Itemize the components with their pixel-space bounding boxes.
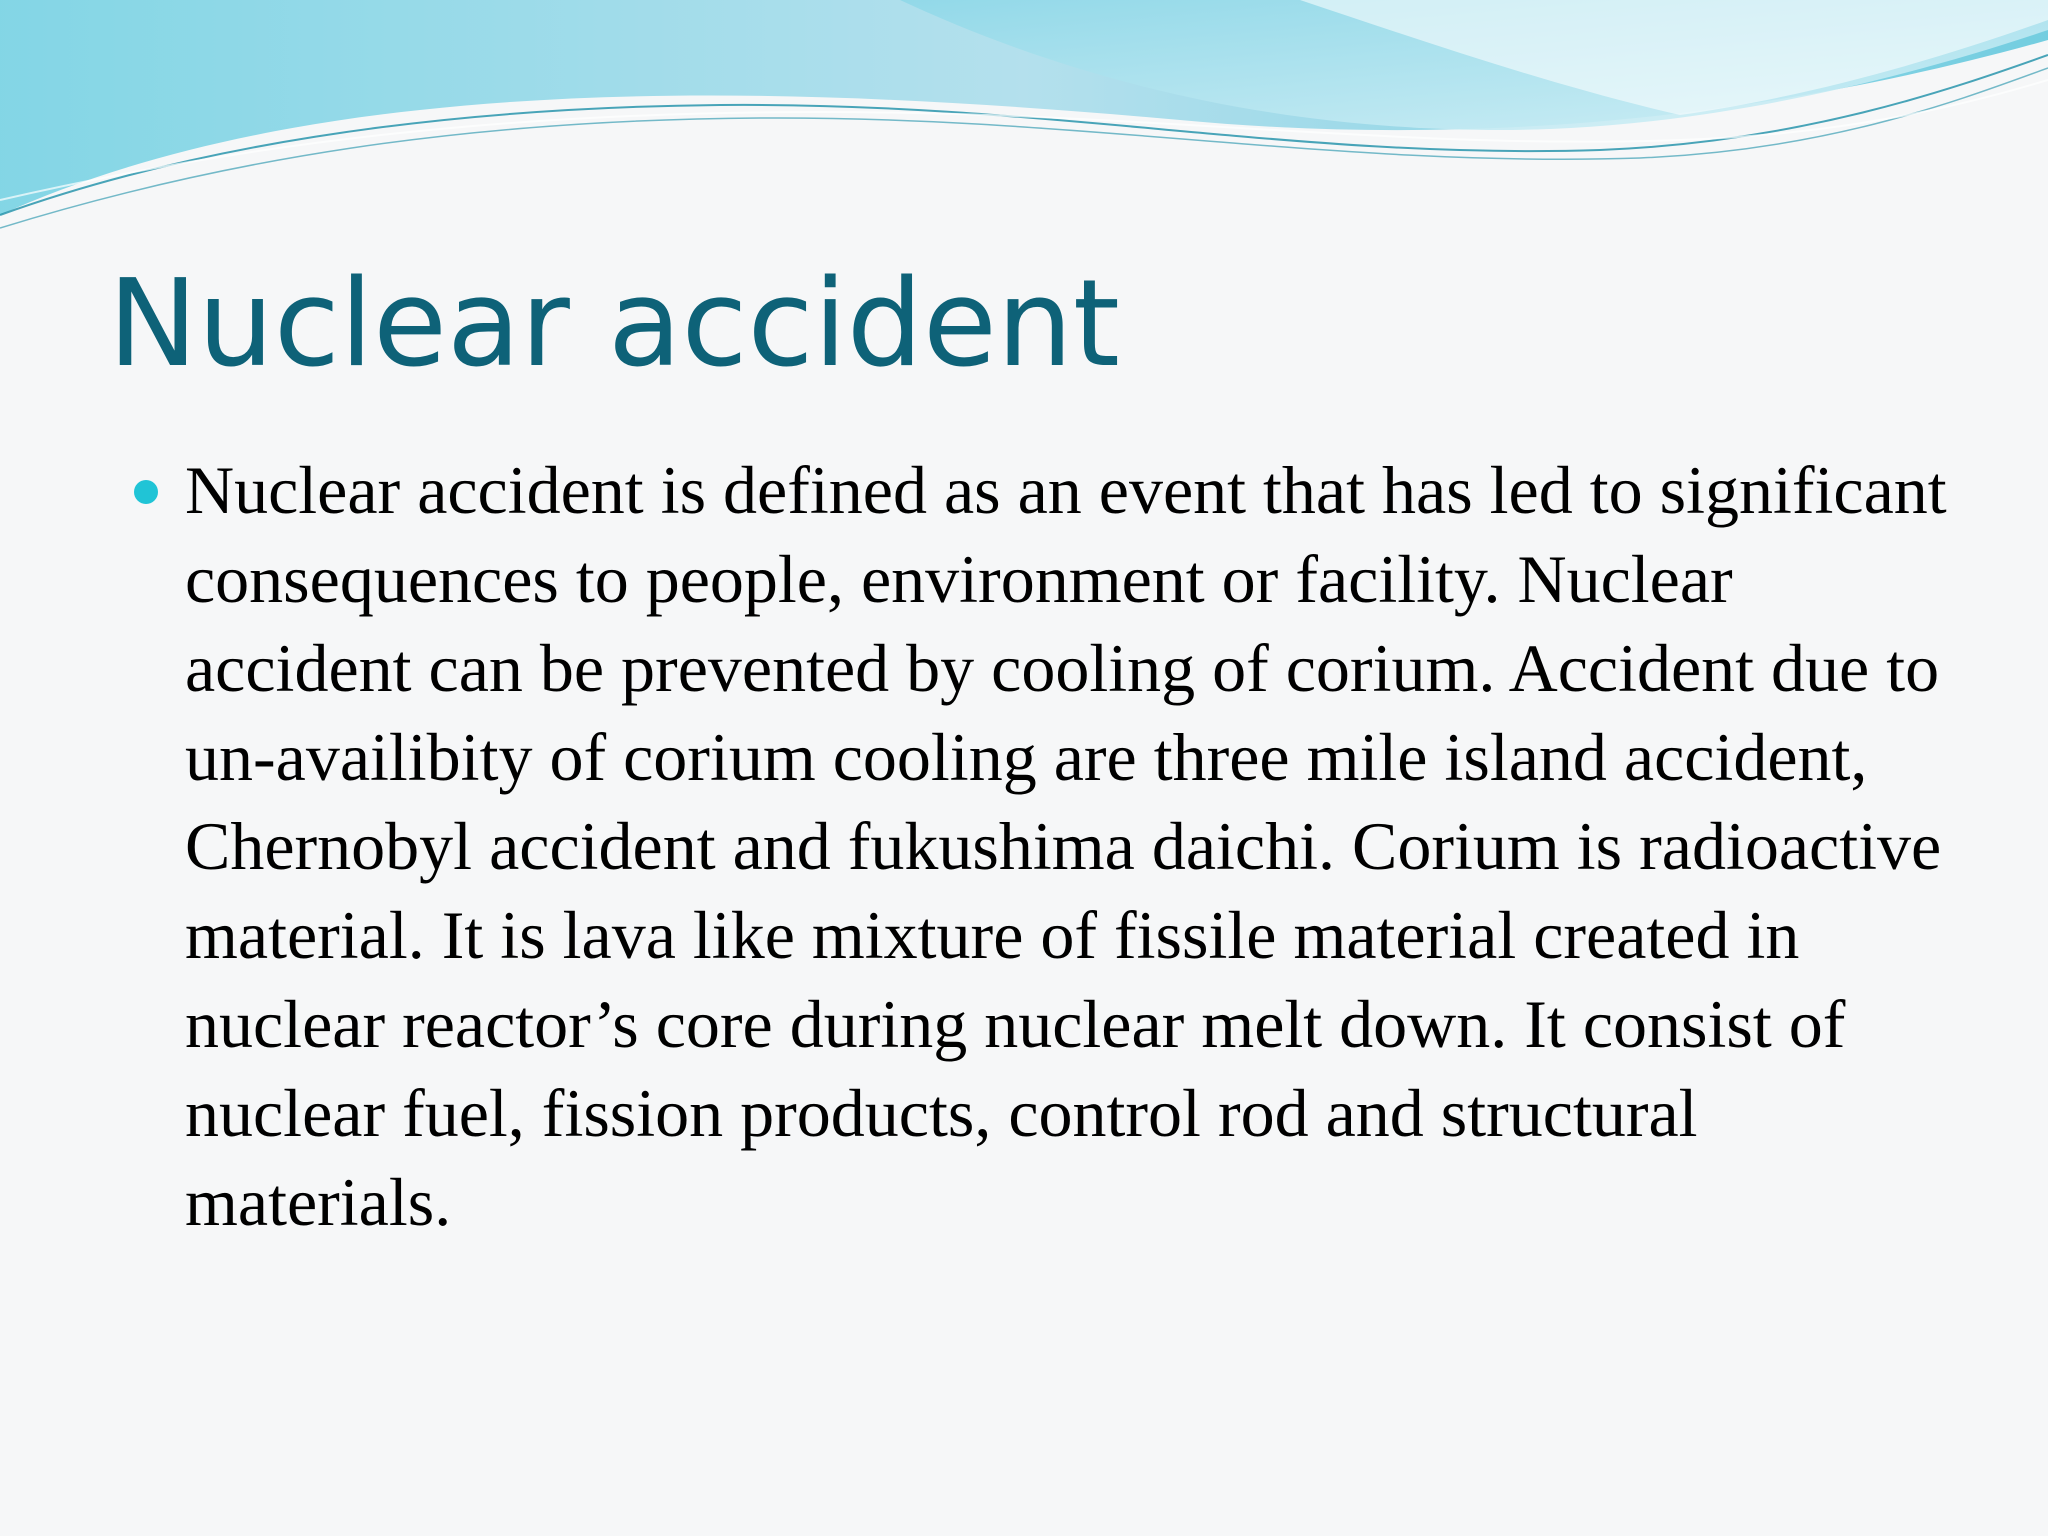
bullet-dot-icon (134, 480, 158, 504)
slide-title: Nuclear accident (108, 255, 1120, 394)
bullet-list (0, 446, 2048, 1247)
bullet-text: Nuclear accident is defined as an event that has led to significant consequences to people, environment or facility. Nuclear accident can be prevented by cooling of corium. Accident due to un-availibity of corium cooling are three mile island accident, Chernobyl accident and fukushima daichi. Corium is radioactive material. It is lava like mixture of fissile material created in nuclear reactor’s core during nuclear melt down. It consist of nuclear fuel, fission products, control rod and structural materials. (185, 452, 1947, 1240)
bullet-item (0, 446, 2048, 1247)
decorative-wave-header (0, 0, 2048, 240)
